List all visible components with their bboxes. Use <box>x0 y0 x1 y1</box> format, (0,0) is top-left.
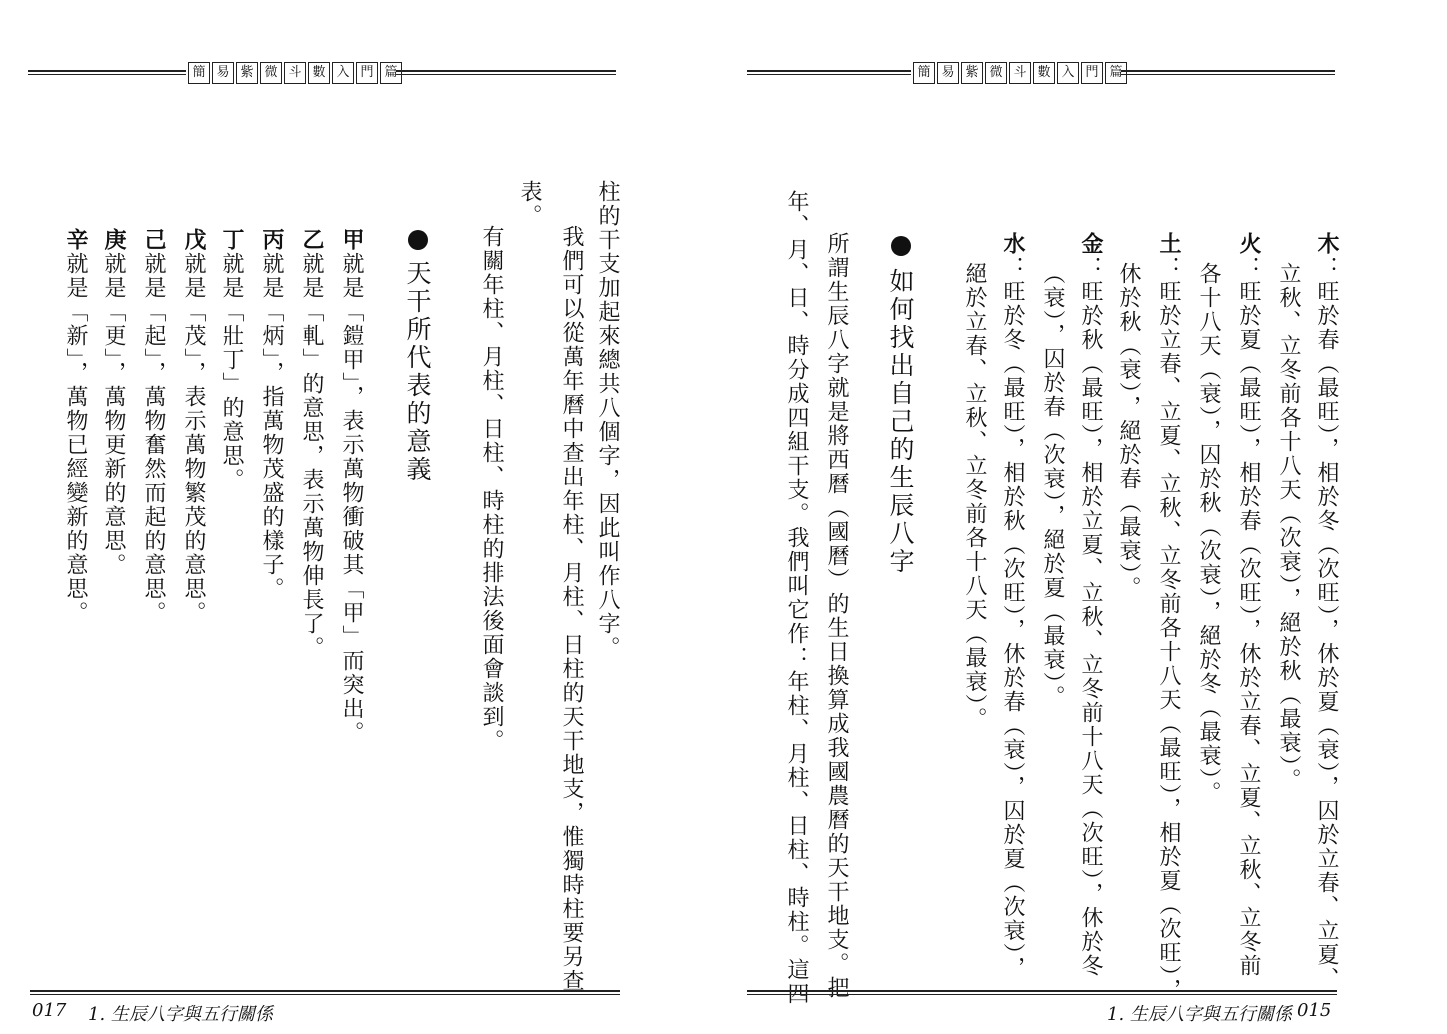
header-title-char: 篇 <box>1105 62 1127 84</box>
stem-char: 己 <box>141 228 166 252</box>
header-title-char: 簡 <box>913 62 935 84</box>
page-number: 017 <box>32 1000 67 1021</box>
header-rule-right <box>1121 70 1335 75</box>
element-label: 木 <box>1314 232 1339 256</box>
stem-text: 就是「茂」，表示萬物繁茂的意思。 <box>181 252 206 625</box>
text-column: 所謂生辰八字就是將西曆（國曆）的生日換算成我國農曆的天干地支。把 <box>824 232 849 1000</box>
header-title-char: 微 <box>260 62 282 84</box>
right-page-footer <box>747 990 1337 1030</box>
element-line: 絕於立春、立秋、立冬前各十八天（最衰）。 <box>962 262 987 731</box>
element-line: 立秋、立冬前各十八天（次衰），絕於秋（最衰）。 <box>1276 262 1301 792</box>
element-entry <box>1155 232 1181 1002</box>
stem-entry <box>180 228 206 625</box>
element-label: 土 <box>1156 232 1181 256</box>
element-line: 各十八天（衰），囚於秋（次衰），絕於冬（最衰）。 <box>1196 262 1221 805</box>
header-title-char: 易 <box>937 62 959 84</box>
header-title-char: 紫 <box>236 62 258 84</box>
header-title-char: 易 <box>212 62 234 84</box>
element-entry <box>1235 232 1261 978</box>
header-rule-right <box>396 70 616 75</box>
stem-text: 就是「更」，萬物更新的意思。 <box>101 252 126 577</box>
element-line: ：旺於夏（最旺），相於春（次旺），休於立春、立夏、立秋、立冬前 <box>1236 256 1261 978</box>
text-column: 表。 <box>517 180 542 228</box>
element-label: 火 <box>1236 232 1261 256</box>
header-title-char: 門 <box>356 62 378 84</box>
header-title-char: 入 <box>1057 62 1079 84</box>
stem-entry <box>100 228 126 577</box>
stem-char: 庚 <box>101 228 126 252</box>
stem-text: 就是「炳」，指萬物茂盛的樣子。 <box>259 252 284 601</box>
header-title-char: 簡 <box>188 62 210 84</box>
header-title-char: 篇 <box>380 62 402 84</box>
stem-char: 丙 <box>259 228 284 252</box>
element-entry <box>1313 232 1339 991</box>
stem-entry <box>62 228 88 625</box>
stem-entry <box>140 228 166 625</box>
right-page <box>727 0 1447 1034</box>
element-label: 金 <box>1078 232 1103 256</box>
element-line: （衰），囚於春（次衰），絕於夏（最衰）。 <box>1040 262 1065 709</box>
stem-text: 就是「壯丁」的意思。 <box>219 252 244 492</box>
right-page-header <box>747 62 1337 90</box>
element-line: ：旺於秋（最旺），相於立夏、立秋、立冬前十八天（次旺），休於冬 <box>1078 256 1103 978</box>
section-heading: 天干所代表的意義 <box>403 260 432 484</box>
element-entry <box>999 232 1025 980</box>
chapter-title: 1. 生辰八字與五行關係 <box>88 1004 273 1025</box>
section-heading: 如何找出自己的生辰八字 <box>886 268 915 576</box>
header-title-boxes <box>188 62 402 84</box>
left-page-footer <box>30 990 620 1030</box>
header-rule-left <box>28 70 186 75</box>
element-line: ：旺於冬（最旺），相於秋（次旺），休於春（衰），囚於夏（次衰）， <box>1000 256 1025 980</box>
stem-char: 丁 <box>219 228 244 252</box>
header-title-char: 斗 <box>284 62 306 84</box>
footer-rule <box>30 990 620 995</box>
stem-entry <box>298 228 324 660</box>
element-label: 水 <box>1000 232 1025 256</box>
header-title-char: 數 <box>1033 62 1055 84</box>
element-line: ：旺於立春、立夏、立秋、立冬前各十八天（最旺），相於夏（次旺）， <box>1156 256 1181 1002</box>
stem-entry <box>338 228 364 745</box>
left-page <box>0 0 720 1034</box>
header-title-char: 斗 <box>1009 62 1031 84</box>
header-title-char: 門 <box>1081 62 1103 84</box>
left-page-header <box>28 62 618 90</box>
header-title-char: 微 <box>985 62 1007 84</box>
stem-text: 就是「鎧甲」，表示萬物衝破其「甲」而突出。 <box>339 252 364 745</box>
page-number: 015 <box>1297 1000 1332 1021</box>
element-line: 休於秋（衰），絕於春（最衰）。 <box>1116 262 1141 600</box>
header-title-boxes <box>913 62 1127 84</box>
header-title-char: 紫 <box>961 62 983 84</box>
header-title-char: 入 <box>332 62 354 84</box>
text-column: 柱的干支加起來總共八個字，因此叫作八字。 <box>595 180 620 660</box>
stem-char: 甲 <box>339 228 364 252</box>
bullet-icon <box>408 230 428 250</box>
header-rule-left <box>747 70 911 75</box>
element-entry <box>1077 232 1103 978</box>
stem-text: 就是「軋」的意思，表示萬物伸長了。 <box>299 252 324 660</box>
stem-text: 就是「起」，萬物奮然而起的意思。 <box>141 252 166 625</box>
element-line: ：旺於春（最旺），相於冬（次旺），休於夏（衰），囚於立春、立夏、 <box>1314 256 1339 991</box>
text-column: 年、月、日、時分成四組干支。我們叫它作：年柱、月柱、日柱、時柱。這四 <box>784 190 809 1006</box>
chapter-title: 1. 生辰八字與五行關係 <box>1107 1004 1292 1025</box>
stem-char: 辛 <box>63 228 88 252</box>
bullet-icon <box>891 236 911 256</box>
stem-char: 乙 <box>299 228 324 252</box>
text-column: 有關年柱、月柱、日柱、時柱的排法後面會談到。 <box>479 225 504 753</box>
stem-text: 就是「新」，萬物已經變新的意思。 <box>63 252 88 625</box>
stem-entry <box>218 228 244 492</box>
header-title-char: 數 <box>308 62 330 84</box>
stem-entry <box>258 228 284 601</box>
text-column: 我們可以從萬年曆中查出年柱、月柱、日柱的天干地支，惟獨時柱要另查 <box>559 225 584 993</box>
stem-char: 戊 <box>181 228 206 252</box>
footer-rule <box>747 990 1337 995</box>
